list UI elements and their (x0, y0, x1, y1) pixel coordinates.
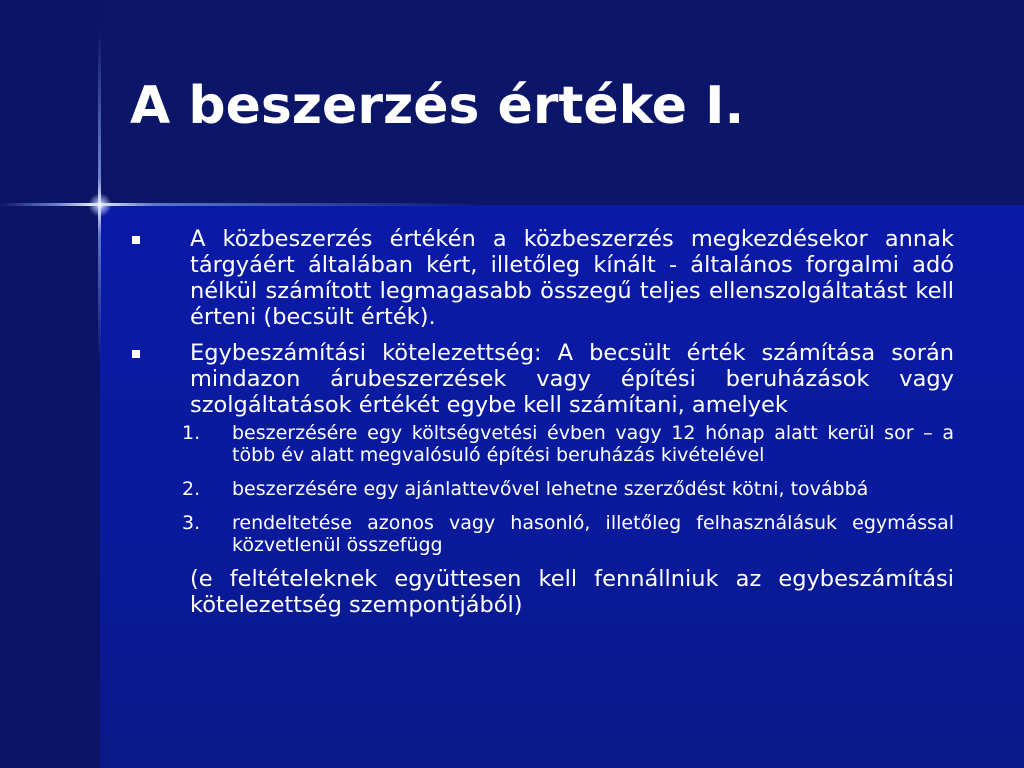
background-left-panel (0, 0, 100, 768)
decorative-light-spark (88, 193, 112, 217)
bullet-item-estimated-value (128, 226, 954, 330)
list-number: 3. (182, 512, 201, 534)
list-item-text: beszerzésére egy ajánlattevővel lehetne szerződést kötni, továbbá (232, 478, 869, 500)
bullet-text: A közbeszerzés értékén a közbeszerzés megkezdésekor annak tárgyáért általában kért, illetőleg kínált - általános forgalmi adó nélkül számított legmagasabb összegű teljes ellenszolgáltatást kell érteni (becsült érték). (190, 226, 954, 330)
list-item-text: rendeltetése azonos vagy hasonló, illetőleg felhasználásuk egymással közvetlenül összefügg (232, 512, 954, 556)
decorative-horizontal-light-line (0, 203, 480, 206)
bullet-text: Egybeszámítási kötelezettség: A becsült érték számítása során mindazon árubeszerzések vagy építési beruházások vagy szolgáltatások értékét egybe kell számítani, amelyek (190, 340, 954, 418)
numbered-list-item (128, 512, 954, 556)
slide-content (128, 226, 954, 618)
closing-note: (e feltételeknek együttesen kell fennállniuk az egybeszámítási kötelezettség szempontjából) (190, 566, 954, 618)
list-item-text: beszerzésére egy költségvetési évben vagy 12 hónap alatt kerül sor – a több év alatt megvalósuló építési beruházás kivételével (232, 422, 954, 466)
list-number: 2. (182, 478, 201, 500)
list-number: 1. (182, 422, 201, 444)
numbered-list-item (128, 422, 954, 466)
square-bullet-icon (132, 350, 140, 358)
square-bullet-icon (132, 236, 140, 244)
slide-title: A beszerzés értéke I. (130, 76, 745, 136)
numbered-list-item (128, 478, 954, 500)
numbered-condition-list (128, 422, 954, 556)
bullet-item-aggregation-obligation (128, 340, 954, 418)
